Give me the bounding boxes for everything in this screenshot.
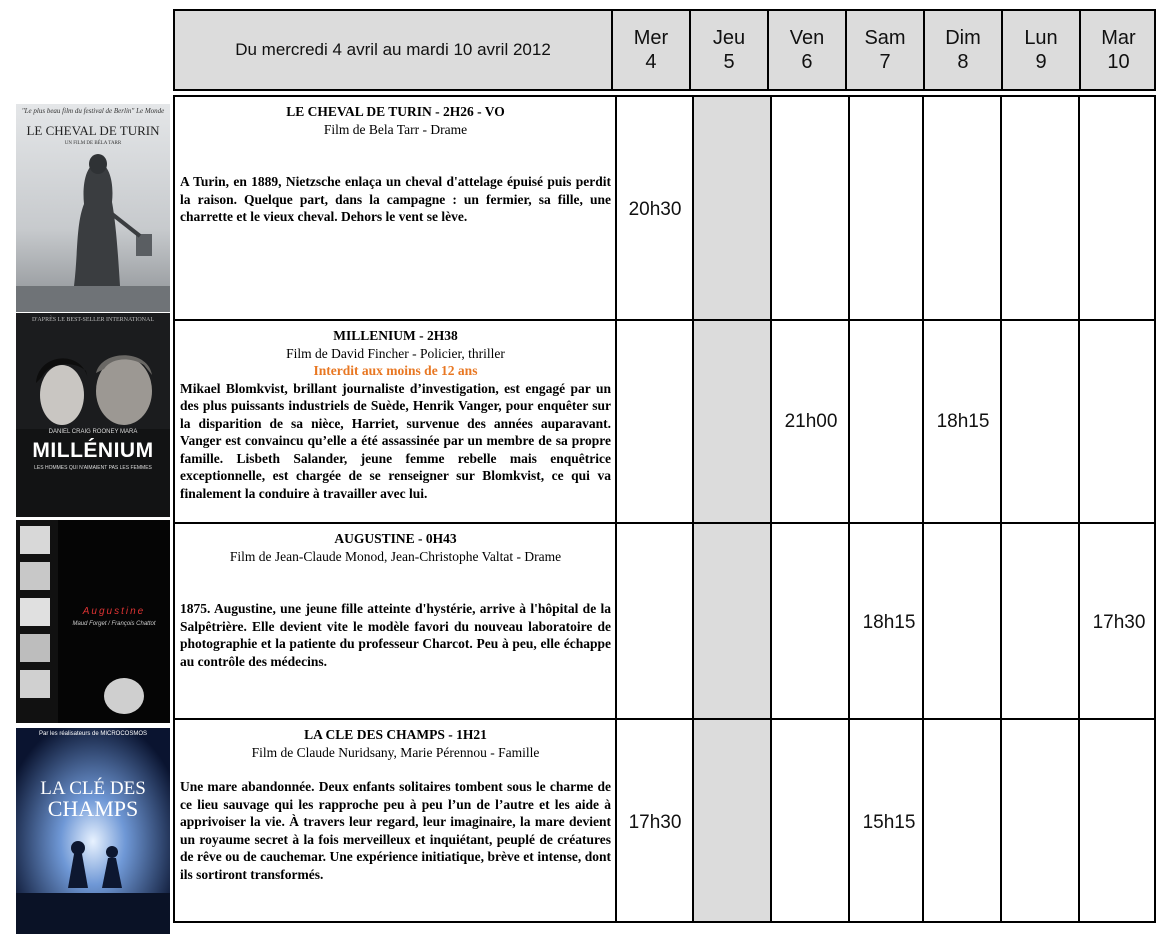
film-row-augustine: [175, 522, 1154, 718]
film-title: LE CHEVAL DE TURIN - 2H26 - VO: [286, 104, 505, 119]
showtime-sam: 18h15: [862, 612, 916, 633]
showtime-mer: 17h30: [628, 812, 682, 833]
film-subtitle: Film de Jean-Claude Monod, Jean-Christophe Valtat - Drame: [229, 548, 562, 564]
day-header-sam: Sam 7: [845, 11, 923, 89]
film-row-cle-des-champs: [175, 718, 1154, 921]
film-synopsis: Mikael Blomkvist, brillant journaliste d’investigation, est engagé par un des plus puissants industriels de Suède, Henrik Vanger, pour enquêter sur la disparition de sa nièce, Harriet, survenue des années auparavant. Vanger est convaincu qu’elle a été assassinée par un membre de sa propre famille. Lisbeth Salander, jeune femme rebelle mais enquêtrice exceptionnelle, est chargée de se renseigner sur Blomkvist, ce qui va finalement la conduire à travailler avec lui.: [180, 380, 611, 501]
poster-cle-tagline: Par les réalisateurs de MICROCOSMOS: [38, 731, 148, 737]
poster-cle-title-1: LA CLÉ DES: [40, 778, 146, 799]
film-row-millenium: [175, 319, 1154, 522]
film-synopsis: Une mare abandonnée. Deux enfants solitaires tombent sous le charme de ce lieu sauvage qui les rapproche peu à peu l’un de l’autre et les aide à apprivoiser la vie. À travers leur regard, leur imaginaire, la mare devient un royaume secret à la fois merveilleux et inquiétant, peuplé de créatures de rêve ou de cauchemar. Une expérience initiatique, brève et intense, dont ils sortiront transformés.: [180, 779, 611, 882]
film-subtitle: Film de Claude Nuridsany, Marie Pérennou - Famille: [251, 744, 540, 760]
film-description: [175, 720, 615, 921]
showtime-mar: 17h30: [1092, 612, 1146, 633]
poster-cheval-title: LE CHEVAL DE TURIN: [26, 123, 160, 138]
film-description: [175, 97, 615, 319]
day-header-ven: Ven 6: [767, 11, 845, 89]
film-title: MILLENIUM - 2H38: [333, 328, 458, 343]
age-warning: Interdit aux moins de 12 ans: [313, 363, 478, 378]
showtime-ven: 21h00: [784, 411, 838, 432]
showtime-sam: 15h15: [862, 812, 916, 833]
film-synopsis: A Turin, en 1889, Nietzsche enlaça un cheval d'attelage épuisé puis perdit la raison. Quelque part, dans la campagne : un fermier, sa fille, une charrette et le vieux cheval. Dehors le vent se lève.: [180, 174, 611, 224]
film-row-cheval: [175, 97, 1154, 319]
day-header-dim: Dim 8: [923, 11, 1001, 89]
poster-cheval-de-turin: [16, 104, 170, 312]
day-header-lun: Lun 9: [1001, 11, 1079, 89]
poster-cle-title-2: CHAMPS: [47, 796, 139, 821]
poster-augustine-credit: Maud Forget / François Chattot: [72, 621, 156, 627]
poster-millenium-title: MILLÉNIUM: [32, 439, 154, 462]
film-title: LA CLE DES CHAMPS - 1H21: [304, 727, 487, 742]
day-header-mer: Mer 4: [611, 11, 689, 89]
film-subtitle: Film de David Fincher - Policier, thriller: [286, 345, 505, 361]
poster-millenium-art: [16, 313, 170, 517]
film-description: [175, 321, 615, 522]
showtime-dim: 18h15: [936, 411, 990, 432]
poster-millenium-tagline: D'APRÈS LE BEST-SELLER INTERNATIONAL: [31, 317, 155, 323]
film-title: AUGUSTINE - 0H43: [334, 531, 457, 546]
day-header-jeu: Jeu 5: [689, 11, 767, 89]
poster-cheval-tagline: "Le plus beau film du festival de Berlin" Le Monde: [21, 107, 165, 115]
film-description: [175, 524, 615, 718]
showtime-mer: 20h30: [628, 199, 682, 220]
schedule-header: [173, 9, 1156, 91]
poster-millenium-subtitle: LES HOMMES QUI N'AIMAIENT PAS LES FEMMES: [34, 465, 152, 471]
day-header-mar: Mar 10: [1079, 11, 1156, 89]
poster-millenium: [16, 313, 170, 517]
poster-cle-des-champs: [16, 728, 170, 934]
poster-augustine-title: Augustine: [82, 606, 146, 617]
poster-cle-art: [16, 728, 170, 934]
week-title: Du mercredi 4 avril au mardi 10 avril 2012: [235, 40, 551, 59]
poster-cheval-credit: UN FILM DE BÉLA TARR: [64, 141, 122, 146]
film-synopsis: 1875. Augustine, une jeune fille atteinte d'hystérie, arrive à l'hôpital de la Salpêtrière. Elle devient vite le modèle favori du nouveau laboratoire de photographie et la patiente du professeur Charcot. Peu à peu, elle échappe au contrôle des médecins.: [180, 601, 611, 669]
poster-millenium-cast: DANIEL CRAIG ROONEY MARA: [48, 429, 138, 435]
schedule-table: [173, 95, 1156, 923]
poster-augustine: [16, 520, 170, 723]
film-subtitle: Film de Bela Tarr - Drame: [323, 121, 468, 137]
